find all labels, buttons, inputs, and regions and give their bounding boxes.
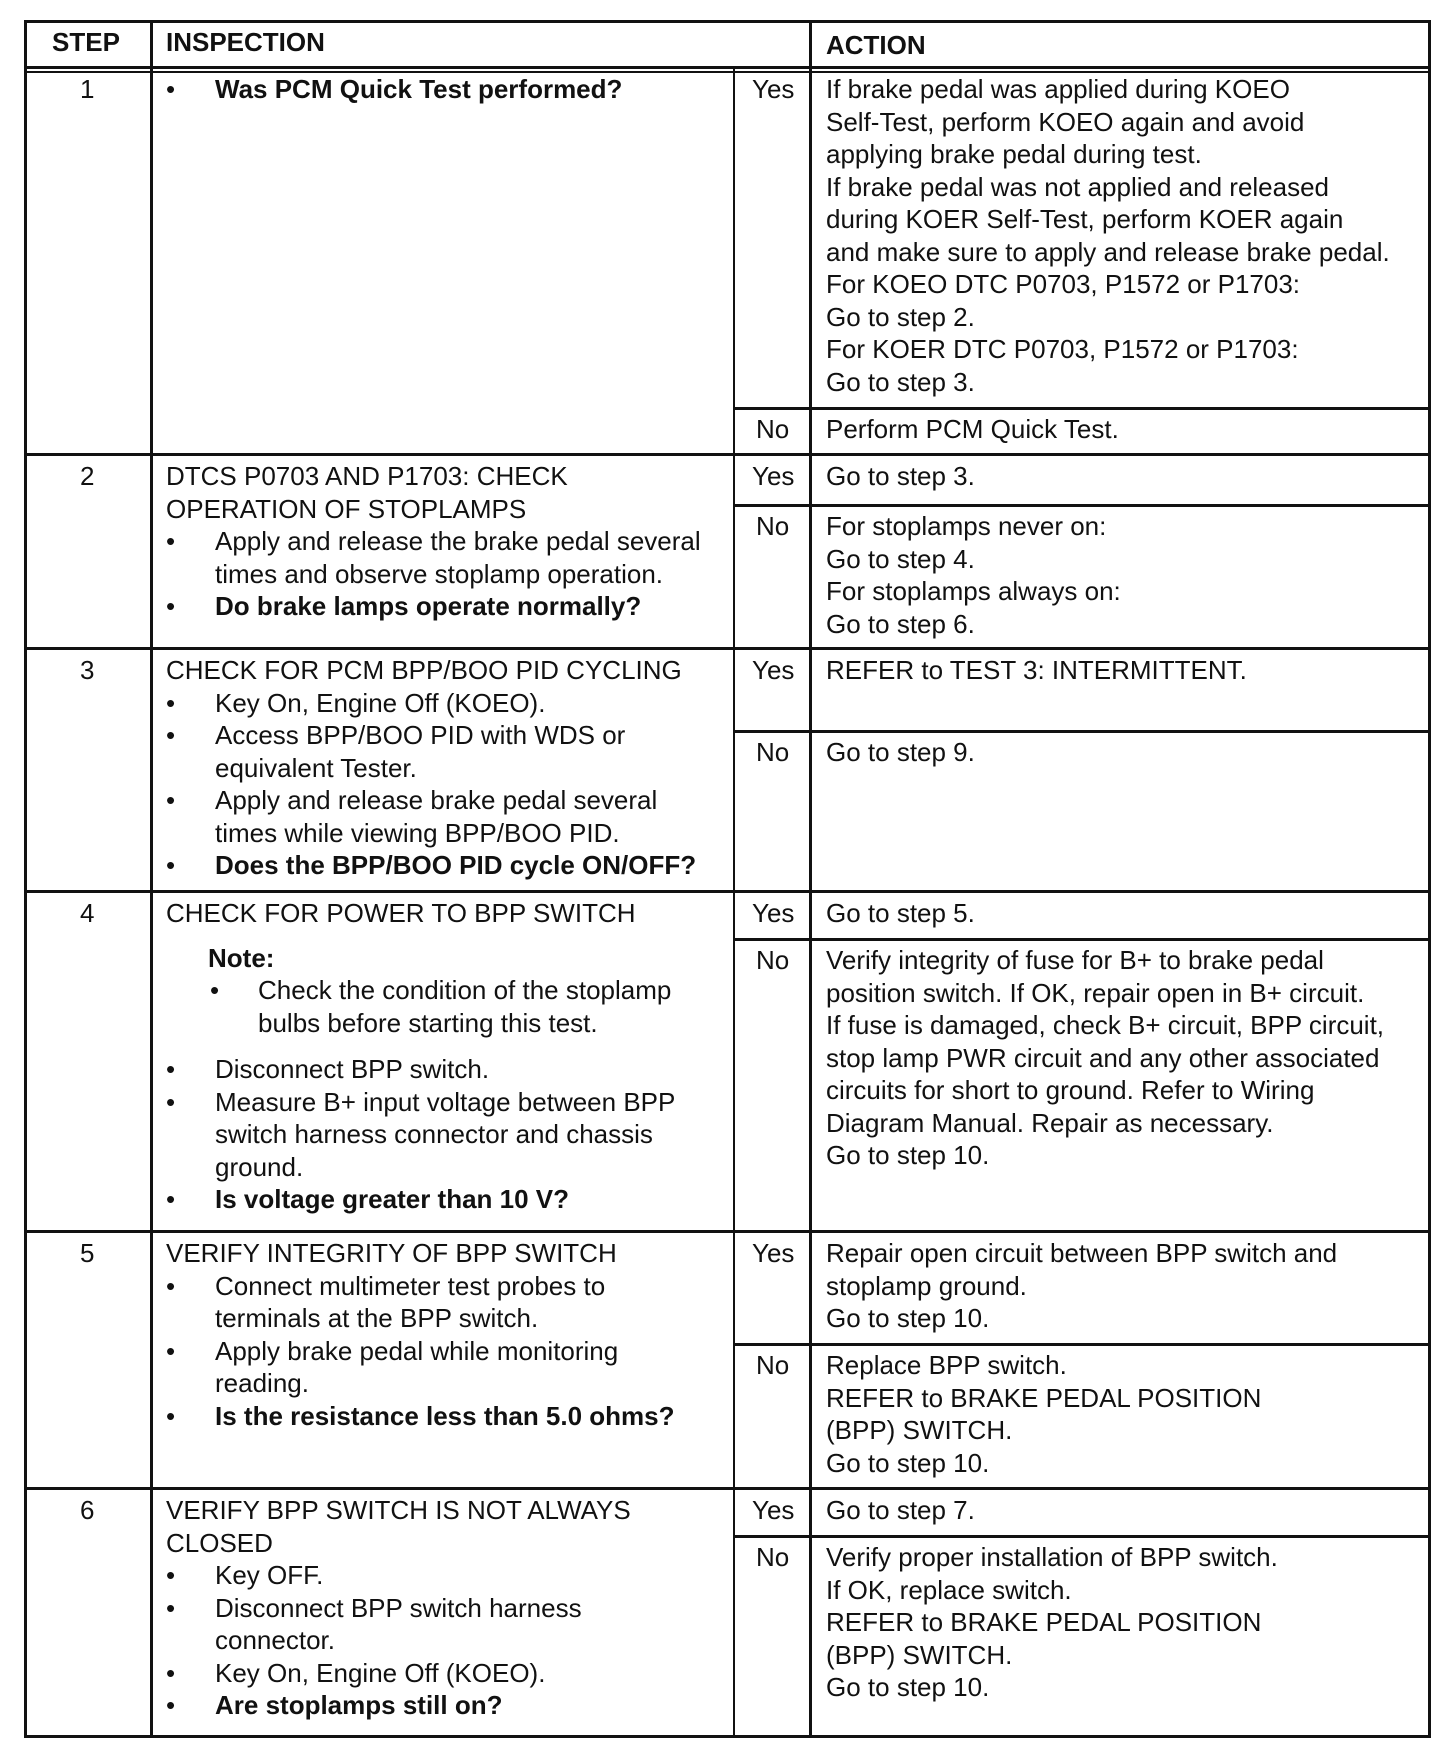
- inspection-step-text: Access BPP/BOO PID with WDS or: [215, 720, 626, 750]
- inspection-step-text: Apply and release brake pedal several: [215, 785, 658, 815]
- no-action-text: Go to step 10.: [826, 1140, 990, 1170]
- no-action-text: circuits for short to ground. Refer to Wiring: [826, 1075, 1315, 1105]
- step-number: 6: [80, 1495, 95, 1525]
- bullet-q: •: [166, 850, 176, 880]
- bullet-1: •: [166, 1335, 176, 1366]
- inspection-title: VERIFY BPP SWITCH IS NOT ALWAYS: [166, 1495, 631, 1525]
- inspection-step-text: Key On, Engine Off (KOEO).: [215, 687, 546, 718]
- no-action-text: Perform PCM Quick Test.: [826, 414, 1119, 444]
- inspection-title: CHECK FOR POWER TO BPP SWITCH: [166, 898, 636, 928]
- yes-action-text: If brake pedal was applied during KOEO: [826, 74, 1290, 104]
- bullet-q: •: [166, 74, 176, 104]
- bullet-q: •: [166, 1400, 176, 1431]
- bullet-q: •: [166, 1690, 176, 1720]
- header-action: ACTION: [826, 30, 926, 60]
- yes-label: Yes: [752, 74, 795, 104]
- inspection-step-text: connector.: [215, 1625, 335, 1655]
- note-text: Check the condition of the stoplamp: [258, 975, 672, 1005]
- yes-action-text: Go to step 10.: [826, 1303, 990, 1333]
- inspection-step-text: Apply brake pedal while monitoring: [215, 1335, 619, 1366]
- no-action-text: Go to step 4.: [826, 543, 975, 574]
- bullet-q: •: [166, 1184, 176, 1214]
- yes-action-text: Go to step 5.: [826, 898, 975, 928]
- table-border-top: [24, 20, 1431, 23]
- yes-action-text: and make sure to apply and release brake pedal.: [826, 236, 1390, 267]
- step-number: 2: [80, 461, 95, 491]
- inspection-question: Is voltage greater than 10 V?: [215, 1184, 570, 1214]
- yes-action-text: Repair open circuit between BPP switch and: [826, 1238, 1338, 1268]
- no-label: No: [756, 945, 790, 975]
- yes-label: Yes: [752, 1495, 795, 1525]
- table-border-right: [1428, 20, 1431, 1738]
- yesno-divider-6: [733, 1535, 1431, 1538]
- no-label: No: [756, 414, 790, 444]
- inspection-question: Does the BPP/BOO PID cycle ON/OFF?: [215, 850, 697, 880]
- yes-action-text: Self-Test, perform KOEO again and avoid: [826, 106, 1305, 137]
- no-action-text: stop lamp PWR circuit and any other associated: [826, 1042, 1380, 1073]
- no-action-text: REFER to BRAKE PEDAL POSITION: [826, 1382, 1262, 1413]
- inspection-title: OPERATION OF STOPLAMPS: [166, 493, 527, 524]
- bullet-note: •: [210, 975, 220, 1005]
- no-action-text: Verify proper installation of BPP switch.: [826, 1542, 1278, 1572]
- yes-action-text: Go to step 2.: [826, 301, 975, 332]
- header-inspection: INSPECTION: [166, 27, 325, 57]
- row-divider-3: [24, 647, 1431, 650]
- row-divider-4: [24, 890, 1431, 893]
- inspection-question: Do brake lamps operate normally?: [215, 591, 642, 621]
- yesno-divider-4: [733, 938, 1431, 941]
- inspection-step-text: Disconnect BPP switch harness: [215, 1592, 582, 1623]
- no-action-text: Go to step 6.: [826, 608, 975, 639]
- yes-action-text: Go to step 7.: [826, 1495, 975, 1525]
- inspection-question: Is the resistance less than 5.0 ohms?: [215, 1400, 675, 1431]
- inspection-title: CLOSED: [166, 1527, 273, 1558]
- no-action-text: If OK, replace switch.: [826, 1574, 1072, 1605]
- no-action-text: REFER to BRAKE PEDAL POSITION: [826, 1607, 1262, 1637]
- bullet-1: •: [166, 1592, 176, 1623]
- no-action-text: For stoplamps never on:: [826, 511, 1107, 541]
- yes-label: Yes: [752, 898, 795, 928]
- bullet-0: •: [166, 1054, 176, 1084]
- column-divider-step: [150, 20, 153, 1738]
- bullet-0: •: [166, 1560, 176, 1590]
- table-border-bottom: [24, 1735, 1431, 1738]
- yesno-divider-5: [733, 1343, 1431, 1346]
- inspection-step-text: Measure B+ input voltage between BPP: [215, 1086, 676, 1117]
- no-action-text: (BPP) SWITCH.: [826, 1415, 1013, 1445]
- bullet-1: •: [166, 1086, 176, 1117]
- table-border-left: [24, 20, 27, 1738]
- inspection-step-text: switch harness connector and chassis: [215, 1119, 653, 1149]
- header-step: STEP: [52, 27, 120, 57]
- no-action-text: For stoplamps always on:: [826, 576, 1121, 606]
- no-action-text: (BPP) SWITCH.: [826, 1639, 1013, 1670]
- no-action-text: Replace BPP switch.: [826, 1350, 1067, 1380]
- step-number: 4: [80, 898, 95, 928]
- bullet-2: •: [166, 785, 176, 815]
- inspection-step-text: ground.: [215, 1151, 304, 1182]
- no-action-text: Go to step 10.: [826, 1672, 990, 1702]
- bullet-0: •: [166, 526, 176, 556]
- inspection-step-text: Connect multimeter test probes to: [215, 1270, 606, 1301]
- inspection-step-text: reading.: [215, 1368, 309, 1398]
- header-divider: [24, 66, 1431, 69]
- note-text: bulbs before starting this test.: [258, 1007, 598, 1038]
- yesno-divider-3: [733, 730, 1431, 733]
- inspection-question: Are stoplamps still on?: [215, 1690, 503, 1720]
- row-divider-5: [24, 1230, 1431, 1233]
- no-label: No: [756, 1350, 790, 1380]
- inspection-step-text: times while viewing BPP/BOO PID.: [215, 817, 620, 848]
- step-number: 3: [80, 655, 95, 685]
- no-action-text: position switch. If OK, repair open in B+ circuit.: [826, 977, 1365, 1008]
- no-action-text: If fuse is damaged, check B+ circuit, BPP circuit,: [826, 1010, 1385, 1040]
- row-divider-2: [24, 453, 1431, 456]
- no-action-text: Verify integrity of fuse for B+ to brake pedal: [826, 945, 1324, 975]
- bullet-0: •: [166, 1270, 176, 1301]
- bullet-1: •: [166, 720, 176, 750]
- yes-action-text: If brake pedal was not applied and released: [826, 171, 1330, 202]
- yesno-divider-1: [733, 407, 1431, 410]
- yesno-divider-2: [733, 504, 1431, 507]
- yes-label: Yes: [752, 1238, 795, 1268]
- bullet-q: •: [166, 591, 176, 621]
- column-divider-action: [809, 20, 812, 1738]
- no-label: No: [756, 511, 790, 541]
- no-label: No: [756, 737, 790, 767]
- step-number: 1: [80, 74, 95, 104]
- inspection-step-text: equivalent Tester.: [215, 752, 417, 783]
- no-action-text: Go to step 10.: [826, 1447, 990, 1478]
- yes-action-text: For KOEO DTC P0703, P1572 or P1703:: [826, 269, 1301, 299]
- yes-action-text: Go to step 3.: [826, 366, 975, 397]
- no-label: No: [756, 1542, 790, 1572]
- row-divider-6: [24, 1487, 1431, 1490]
- step-number: 5: [80, 1238, 95, 1268]
- no-action-text: Diagram Manual. Repair as necessary.: [826, 1107, 1274, 1138]
- inspection-step-text: times and observe stoplamp operation.: [215, 558, 664, 589]
- yes-action-text: during KOER Self-Test, perform KOER again: [826, 204, 1344, 234]
- bullet-0: •: [166, 687, 176, 718]
- yes-action-text: For KOER DTC P0703, P1572 or P1703:: [826, 334, 1299, 364]
- yes-label: Yes: [752, 655, 795, 685]
- yes-action-text: stoplamp ground.: [826, 1270, 1027, 1301]
- yes-action-text: REFER to TEST 3: INTERMITTENT.: [826, 655, 1247, 685]
- inspection-title: CHECK FOR PCM BPP/BOO PID CYCLING: [166, 655, 682, 685]
- inspection-step-text: Apply and release the brake pedal several: [215, 526, 701, 556]
- bullet-2: •: [166, 1657, 176, 1688]
- inspection-title: VERIFY INTEGRITY OF BPP SWITCH: [166, 1238, 617, 1268]
- yes-action-text: Go to step 3.: [826, 461, 975, 491]
- no-action-text: Go to step 9.: [826, 737, 975, 767]
- yes-label: Yes: [752, 461, 795, 491]
- yes-action-text: applying brake pedal during test.: [826, 139, 1202, 169]
- inspection-step-text: Key OFF.: [215, 1560, 324, 1590]
- inspection-step-text: terminals at the BPP switch.: [215, 1303, 539, 1333]
- note-label: Note:: [208, 942, 275, 973]
- inspection-title: DTCS P0703 AND P1703: CHECK: [166, 461, 568, 491]
- inspection-step-text: Key On, Engine Off (KOEO).: [215, 1657, 546, 1688]
- inspection-step-text: Disconnect BPP switch.: [215, 1054, 490, 1084]
- inspection-question: Was PCM Quick Test performed?: [215, 74, 623, 104]
